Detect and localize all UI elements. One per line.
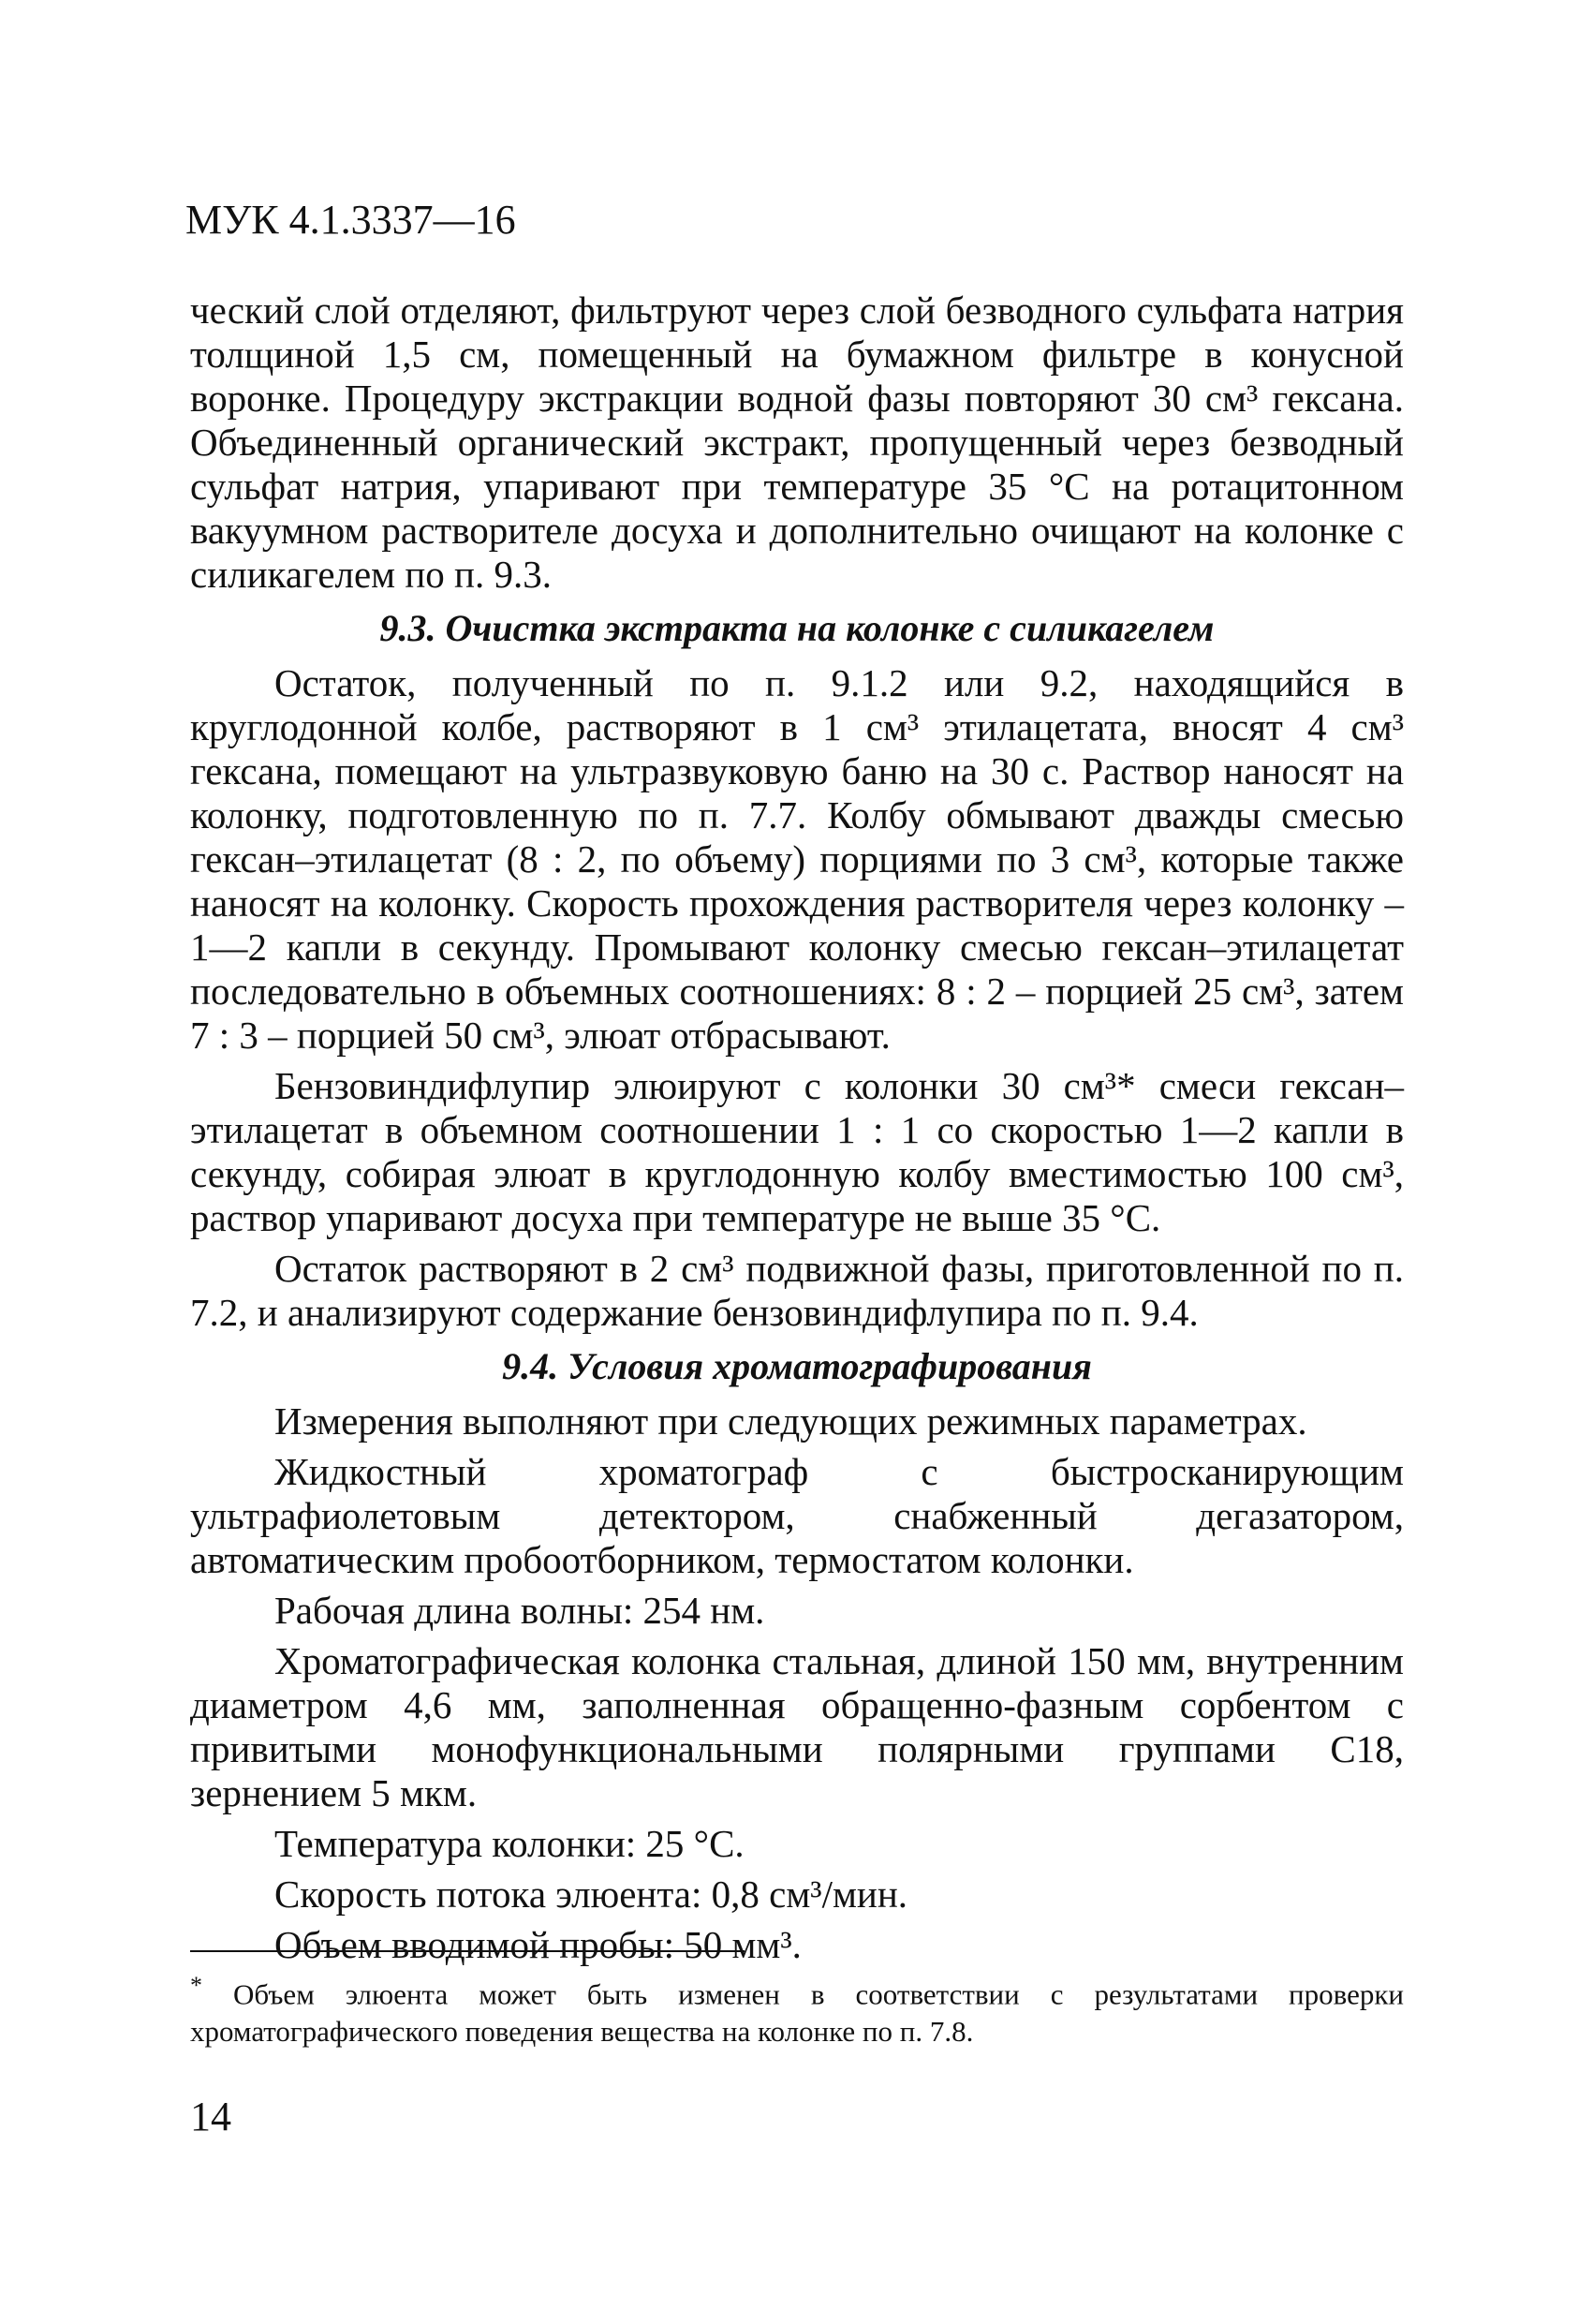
section-9-3-title: 9.3. Очистка экстракта на колонке с силикагелем xyxy=(379,607,1215,649)
section-9-4-paragraph-5: Температура колонки: 25 °С. xyxy=(274,1822,745,1865)
page-number: 14 xyxy=(190,2094,231,2139)
section-9-4-paragraph-4: Хроматографическая колонка стальная, длиной 150 мм, внутренним диаметром 4,6 мм, заполненная обращенно-фазным сорбентом с привитыми монофункциональными полярными группами С18, зернением 5 мкм. xyxy=(190,1639,1404,1814)
section-9-4-title: 9.4. Условия хроматографирования xyxy=(502,1345,1092,1387)
section-9-4-paragraph-7: Объем вводимой пробы: 50 мм³. xyxy=(274,1923,802,1966)
intro-text xyxy=(190,289,1404,1974)
section-9-4-paragraph-6: Скорость потока элюента: 0,8 см³/мин. xyxy=(274,1873,908,1916)
section-9-4-paragraph-1: Измерения выполняют при следующих режимных параметрах. xyxy=(274,1399,1307,1443)
section-9-3-paragraph-3: Остаток растворяют в 2 см³ подвижной фазы, приготовленной по п. 7.2, и анализируют содержание бензовиндифлупира по п. 9.4. xyxy=(190,1247,1404,1334)
footnote-divider xyxy=(190,1950,745,1952)
footnote-mark: * xyxy=(190,1972,202,1999)
footnote xyxy=(190,1967,1404,2050)
document-code-header: МУК 4.1.3337—16 xyxy=(185,197,516,243)
section-9-3-paragraph-2: Бензовиндифлупир элюируют с колонки 30 см³* смеси гексан–этилацетат в объемном соотношении 1 : 1 со скоростью 1—2 капли в секунду, собирая элюат в круглодонную колбу вместимостью 100 см³, раствор упаривают досуха при температуре не выше 35 °С. xyxy=(190,1064,1404,1239)
section-9-4-paragraph-3: Рабочая длина волны: 254 нм. xyxy=(274,1589,765,1632)
intro-paragraph: ческий слой отделяют, фильтруют через слой безводного сульфата натрия толщиной 1,5 см, помещенный на бумажном фильтре в конусной воронке. Процедуру экстракции водной фазы повторяют 30 см³ гексана. Объединенный органический экстракт, пропущенный через безводный сульфат натрия, упаривают при температуре 35 °С на ротацитонном вакуумном растворителе досуха и дополнительно очищают на колонке с силикагелем по п. 9.3. xyxy=(190,289,1404,596)
section-9-3-paragraph-1: Остаток, полученный по п. 9.1.2 или 9.2, находящийся в круглодонной колбе, растворяют в 1 см³ этилацетата, вносят 4 см³ гексана, помещают на ультразвуковую баню на 30 с. Раствор наносят на колонку, подготовленную по п. 7.7. Колбу обмывают дважды смесью гексан–этилацетат (8 : 2, по объему) порциями по 3 см³, которые также наносят на колонку. Скорость прохождения растворителя через колонку – 1—2 капли в секунду. Промывают колонку смесью гексан–этилацетат последовательно в объемных соотношениях: 8 : 2 – порцией 25 см³, затем 7 : 3 – порцией 50 см³, элюат отбрасывают. xyxy=(190,661,1404,1057)
section-9-4-paragraph-2: Жидкостный хроматограф с быстросканирующим ультрафиолетовым детектором, снабженный дегазатором, автоматическим пробоотборником, термостатом колонки. xyxy=(190,1450,1404,1581)
footnote-text: Объем элюента может быть изменен в соответствии с результатами проверки хроматографического поведения вещества на колонке по п. 7.8. xyxy=(190,1977,1405,2049)
